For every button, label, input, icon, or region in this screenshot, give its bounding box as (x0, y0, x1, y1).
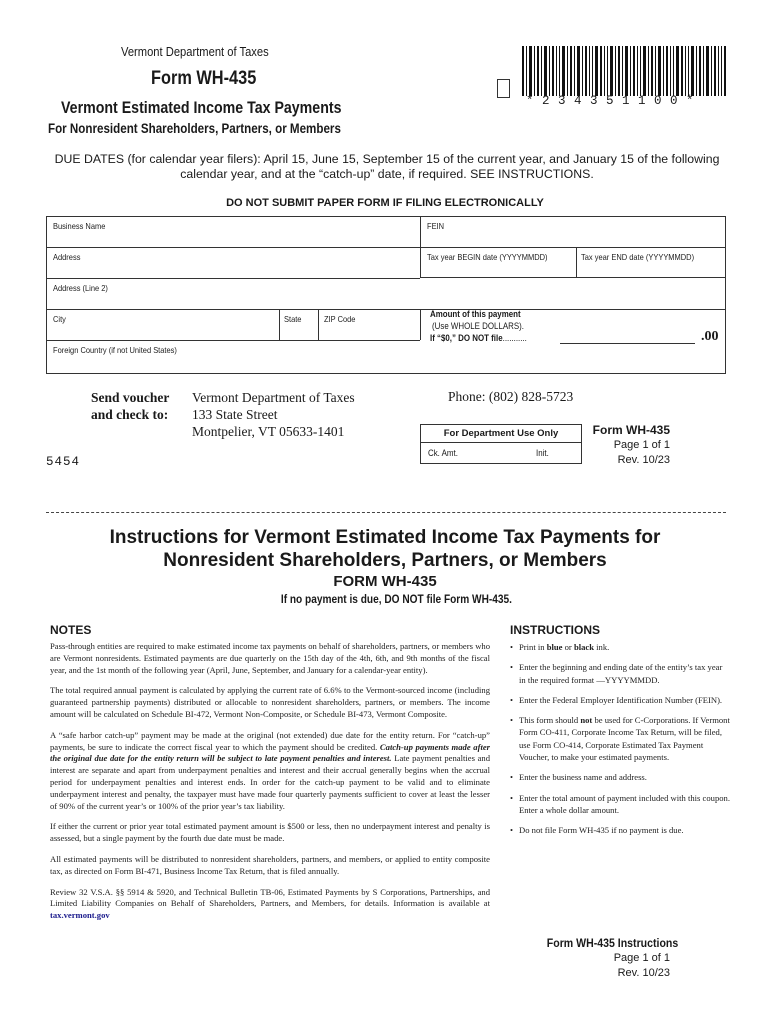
instruction-item: • Print in blue or black ink. (510, 641, 730, 653)
phone: Phone: (802) 828-5723 (448, 389, 574, 404)
notes-paragraph: All estimated payments will be distributed to nonresident shareholders, partners, and members, or applied to entity composite tax, as directed on Form BI-471, Business Income Tax Return, that is filed annually. (50, 853, 490, 876)
tax-vermont-link[interactable]: tax.vermont.gov (50, 910, 110, 921)
notes-paragraph: If either the current or prior year total estimated payment amount is $500 or less, then no underpayment interest and penalty is assessed, but a single payment by the fourth due date must be made. (50, 821, 490, 844)
amount-cents: .00 (701, 329, 719, 344)
mailing-address-line3: Montpelier, VT 05633-1401 (192, 424, 345, 439)
voucher-footer (570, 422, 670, 468)
mailing-address (192, 389, 355, 440)
address-line2-field[interactable]: Address (Line 2) (53, 283, 108, 293)
amount-dots: ........... (502, 333, 527, 343)
instruction-item: • Enter the Federal Employer Identification Number (FEIN). (510, 694, 730, 706)
subtitle: For Nonresident Shareholders, Partners, or Members (48, 121, 341, 136)
instructions-footer-rev: Rev. 10/23 (617, 967, 670, 979)
amount-whole-dollars-note: (Use WHOLE DOLLARS). (432, 321, 524, 331)
notes-heading: NOTES (50, 623, 92, 637)
notes-paragraph: Review 32 V.S.A. §§ 5914 & 5920, and Technical Bulletin TB-06, Estimated Payments by S Corporations, Partnerships, and Limited Liability Companies on Behalf of Shareholders, Partners, and Members, for details. Information is available at tax.vermont.gov (50, 886, 490, 921)
city-field[interactable]: City (53, 314, 66, 324)
instructions-footer-page: Page 1 of 1 (613, 952, 670, 964)
amount-entry-line[interactable] (560, 343, 695, 344)
amount-label: Amount of this payment (430, 309, 521, 319)
notes-paragraph: A “safe harbor catch-up” payment may be made at the original (not extended) due date for the entity return. For “catch-up” payments, be sure to indicate the correct fiscal year to which the payment should be credited. Catch-up payments made after the original due date for the entity return will be subject to late payment penalties and interest. Late payment penalties and interest are separate and apart from underpayment penalties and interest and their accrual generally begins when the accrual period for underpayment penalties and interest ends. In order for the catch-up payment to be valid and to eliminate underpayment interest and penalty, the taxpayer must have made four quarterly payments sufficient to cover at least the lesser of 90% of the current year’s or 100% of the prior year’s tax liability. (50, 729, 490, 811)
instructions-form: FORM WH-435 (333, 573, 437, 590)
main-title: Vermont Estimated Income Tax Payments (61, 99, 342, 117)
tax-year-begin-field[interactable]: Tax year BEGIN date (YYYYMMDD) (427, 252, 548, 262)
state-field[interactable]: State (284, 314, 302, 324)
instructions-footer (530, 935, 679, 981)
voucher-footer-form: Form WH-435 (592, 423, 670, 437)
barcode (522, 46, 727, 96)
instructions-heading: INSTRUCTIONS (510, 623, 600, 637)
mailing-address-line1: Vermont Department of Taxes (192, 390, 355, 405)
initials-label: Init. (536, 448, 549, 458)
send-label-line1: Send voucher (91, 390, 170, 405)
electronic-warning: DO NOT SUBMIT PAPER FORM IF FILING ELECTRONICALLY (226, 197, 544, 209)
instruction-item: • Enter the total amount of payment included with this coupon. Enter a whole dollar amount. (510, 792, 730, 817)
instructions-title-line2: Nonresident Shareholders, Partners, or Members (163, 550, 607, 571)
voucher-footer-rev: Rev. 10/23 (617, 454, 670, 466)
address-field[interactable]: Address (53, 252, 81, 262)
no-payment-note: If no payment is due, DO NOT file Form WH-435. (280, 594, 512, 606)
payment-amount-field[interactable] (430, 309, 720, 349)
send-label-line2: and check to: (91, 407, 169, 422)
department-use-title: For Department Use Only (443, 428, 559, 439)
form-title: Form WH-435 (151, 68, 257, 89)
cut-line (46, 512, 726, 513)
checkbox-icon[interactable] (497, 79, 510, 98)
zip-field[interactable]: ZIP Code (324, 314, 356, 324)
send-label (91, 389, 169, 423)
amount-zero-note: If “$0,” DO NOT file (430, 333, 503, 343)
fein-field[interactable]: FEIN (427, 221, 445, 231)
foreign-country-field[interactable]: Foreign Country (if not United States) (53, 345, 177, 355)
instructions-list (510, 641, 730, 845)
instructions-footer-form: Form WH-435 Instructions (546, 936, 679, 950)
mailing-address-line2: 133 State Street (192, 407, 278, 422)
instruction-item: • Enter the beginning and ending date of the entity’s tax year in the required format —YYYYMMDD. (510, 661, 730, 686)
instructions-title (0, 526, 770, 572)
department-name: Vermont Department of Taxes (121, 44, 269, 59)
instruction-item: • Do not file Form WH-435 if no payment is due. (510, 824, 730, 836)
notes-column (50, 641, 490, 931)
department-use-box (420, 424, 582, 464)
instruction-item: • Enter the business name and address. (510, 771, 730, 783)
barcode-number: * 2 3 4 3 5 1 1 0 0 * (526, 94, 695, 108)
business-name-field[interactable]: Business Name (53, 221, 106, 231)
form-code: 5454 (46, 455, 81, 469)
check-amount-label: Ck. Amt. (428, 448, 458, 458)
instruction-item: • This form should not be used for C-Corporations. If Vermont Form CO-411, Corporate Income Tax Return, will be filed, use Form CO-414, Corporate Estimated Tax Payment Voucher, to make your estimated payments. (510, 714, 730, 763)
voucher-footer-page: Page 1 of 1 (613, 439, 670, 451)
tax-year-end-field[interactable]: Tax year END date (YYYYMMDD) (581, 252, 695, 262)
instructions-title-line1: Instructions for Vermont Estimated Income Tax Payments for (109, 527, 661, 548)
notes-paragraph: Pass-through entities are required to make estimated income tax payments on behalf of shareholders, partners, or members who are Vermont nonresidents. Estimated payments are due quarterly on the 15th day of the 4th, 6th, and 9th months of the fiscal year, and the 1st month of the following year (April, June, September, and January for a calendar-year entity). (50, 641, 490, 675)
notes-paragraph: The total required annual payment is calculated by applying the current rate of 6.6% to the Vermont-sourced income (including guaranteed partnership payments) distributed or allocable to nonresident shareholders, partners, or members. The income amount will be calculated on Schedule BI-472, Vermont Non-Composite, or Schedule BI-473, Vermont Composite. (50, 685, 490, 719)
due-dates: DUE DATES (for calendar year filers): April 15, June 15, September 15 of the current year, and January 15 of the following calendar year, and at the “catch-up” date, if required. SEE INSTRUCTIONS. (54, 152, 720, 181)
